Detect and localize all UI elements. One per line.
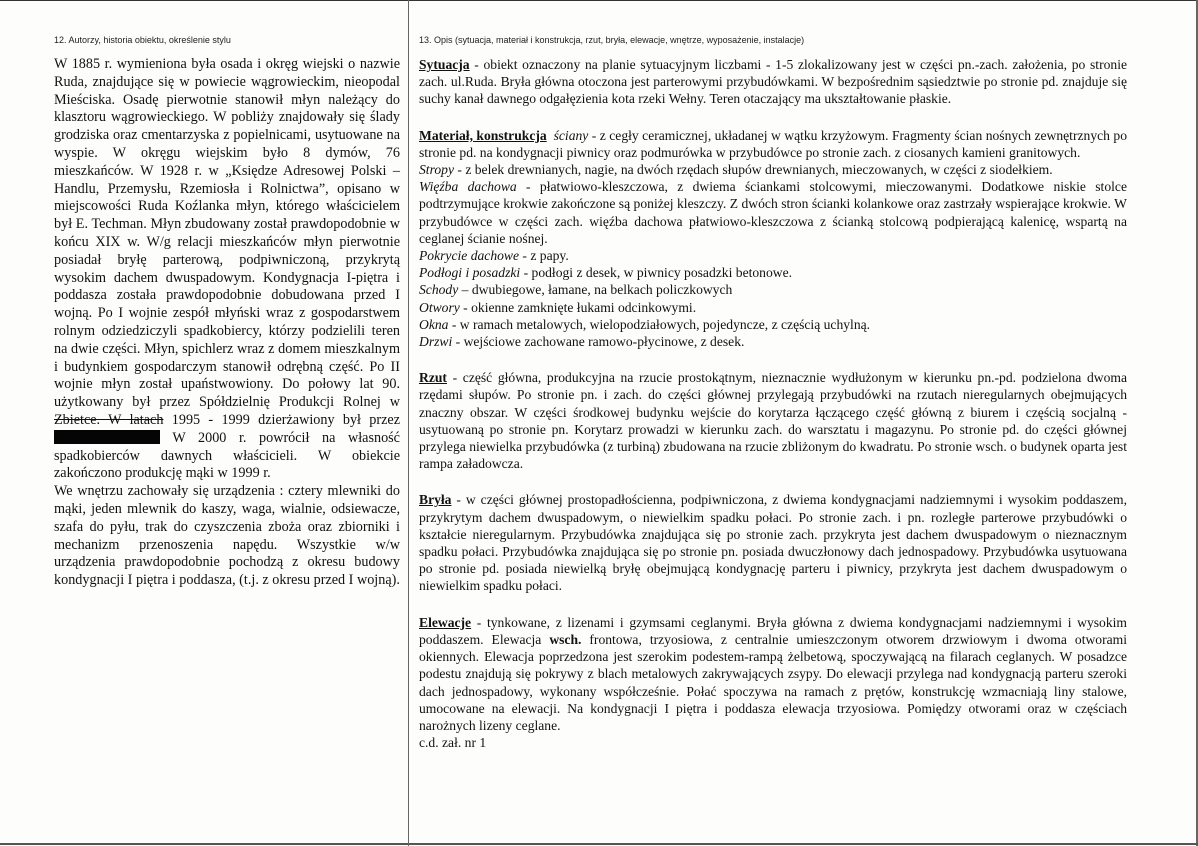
elewacje-paragraph (419, 614, 1127, 734)
sytuacja-paragraph (419, 56, 1127, 108)
okna-paragraph (419, 316, 1127, 333)
stropy-label: Stropy (419, 162, 454, 178)
redaction-block (54, 430, 160, 444)
elewacje-wsch: wsch. (549, 631, 582, 647)
sciany-text: - z cegły ceramicznej, układanej w wątku krzyżowym. Fragmenty ścian nośnych zewnętrznych po stronie pd. na kondygnacji piwnicy oraz podmurówka w przybudówce po stronie zach. z ciosanych kamieni granitowych. (419, 127, 1128, 160)
sciany-paragraph (419, 127, 1127, 161)
wiezba-text: - płatwiowo-kleszczowa, z dwiema ściankami stolcowymi, mieczowanymi. Dodatkowe niskie stolce podtrzymujące krokwie zakończone są poniżej kleszczy. Z dwóch stron ścianki kolankowe oraz zastrzały wspierające krokwie. W przybudówce w części zach. więźba dachowa płatwiowo-kleszczowa z ścianką stolcową podpierającą kalenicę, wspartą na ceglanej ścianie nośnej. (419, 179, 1127, 246)
material-block (419, 127, 1127, 351)
otwory-paragraph (419, 299, 1127, 316)
top-border (0, 0, 1198, 1)
rzut-label: Rzut (419, 370, 447, 386)
bryla-text: - w części głównej prostopadłościenna, podpiwniczona, z dwiema kondygnacjami nadziemnymi i wysokim poddaszem, przykrytym dachem dwuspadowym, o niewielkim spadku połaci. Po stronie zach. i pn. rozległe parterowe przybudówki o kształcie nieregularnym. Przybudówka znajdująca się po stronie zach. przykryta jest dachem dwuspadowym o nieznacznym spadku połaci. Przybudówka znajdująca się po stronie pn. posiada dwuczłonowy dach jednospadowy. Przybudówka usytuowana po stronie pd. posiada niewielką bryłę obejmującą kondygnację parteru i piwnicy, przykryta jest dachem dwuspadowym o niewielkim spadku połaci. (419, 492, 1127, 594)
pokrycie-text: - z papy. (519, 248, 569, 264)
elewacje-text: - tynkowane, z lizenami i gzymsami ceglanymi. Bryła główna z dwiema kondygnacjami nadziemnymi i wysokim poddaszem. Elewacja (419, 614, 1127, 647)
otwory-label: Otwory (419, 299, 460, 315)
wiezba-label: Więźba dachowa (419, 179, 517, 195)
section-12-header: 12. Autorzy, historia obiektu, określenie stylu (54, 35, 231, 45)
okna-text: - w ramach metalowych, wielopodziałowych, pojedyncze, z częścią uchylną. (448, 316, 871, 332)
history-ownership-text: W 2000 r. powrócił na własność spadkobierców dawnych właścicieli. W obiekcie zakończono produkcję mąki w 1999 r. (54, 429, 400, 482)
rzut-paragraph (419, 369, 1127, 472)
sytuacja-label: Sytuacja (419, 57, 470, 72)
description-column (419, 35, 1127, 751)
history-text: W 1885 r. wymieniona była osada i okręg wiejski o nazwie Ruda, znajdujące się w powiecie wągrowieckim, nieopodal Mieściska. Osadę pierwotnie stanowił młyn należący do klasztoru wągrowieckiego. W pobliży znajdowały się ślady grodziska oraz cmentarzyska z popielnicami, usytuowane na wyspie. W okręgu wiejskim było 8 dymów, 76 mieszkańców. W 1928 r. w „Księdze Adresowej Polski – Handlu, Przemysłu, Rzemiosła i Rolnictwa”, opisano w miejscowości Ruda Koźlanka młyn, którego właścicielem był E. Techman. Młyn zbudowany został prawdopodobnie w końcu XIX w. W/g relacji mieszkańców młyn pierwotnie posiadał bryłę parterową, podpiwniczoną, przykrytą wysokim dachem dwuspadowym. Kondygnacja I-piętra i poddasza została prawdopodobnie dobudowana przed I wojną. Po I wojnie zespół młyński wraz z gospodarstwem rolnym odziedziczyli spadkobiercy, którzy podzielili teren na dwie części. Młyn, spichlerz wraz z domem mieszkalnym i budynkiem gospodarczym stanowił odrębną część. Po II wojnie młyn został upaństwowiony. Do połowy lat 90. użytkowany był przez Spółdzielnię Produkcji Rolnej w (54, 56, 400, 411)
schody-label: Schody (419, 282, 459, 298)
bryla-paragraph (419, 491, 1127, 594)
podlogi-paragraph (419, 264, 1127, 281)
drzwi-paragraph (419, 333, 1127, 350)
wiezba-paragraph (419, 178, 1127, 247)
interior-paragraph: We wnętrzu zachowały się urządzenia : cztery mlewniki do mąki, jeden mlewnik do kaszy, waga, wialnie, odsiewacze, szafa do pyłu, trak do czyszczenia zboża oraz zbiorniki i mechanizm przenoszenia napędu. Wszystkie w/w urządzenia prawdopodobnie pochodzą z okresu budowy kondygnacji I piętra i poddasza, (t.j. z okresu przed I wojną). (54, 483, 400, 589)
history-years-text: 1995 - 1999 dzierżawiony był przez (171, 411, 401, 428)
podlogi-text: - podłogi z desek, w piwnicy posadzki betonowe. (520, 265, 793, 281)
pokrycie-paragraph (419, 247, 1127, 264)
rzut-text: - część główna, produkcyjna na rzucie prostokątnym, nieznacznie wydłużonym w kierunku pn.-pd. podzielona dwoma rzędami słupów. Po stronie pn. i zach. do części głównej przylegają przybudówki na rzutach nieregularnych obejmujących znaczny obszar. W części środkowej budynku wejście do korytarza łączącego część główną z biurem i częścią socjalną - usytuowaną po stronie pn. Korytarz prowadzi w kierunku zach. do warsztatu i magazynu. Po stronie pd. do części głównej przylega niewielka przybudówka (z turbiną) zbudowana na rzucie zbliżonym do kwadratu. Po stronie wsch. o budynek oparta jest rampa załadowcza. (419, 370, 1127, 472)
otwory-text: - okienne zamknięte łukami odcinkowymi. (459, 299, 697, 315)
drzwi-label: Drzwi (419, 334, 453, 350)
bryla-label: Bryła (419, 492, 452, 508)
elewacje-label: Elewacje (419, 614, 472, 630)
drzwi-text: - wejściowe zachowane ramowo-płycinowe, z desek. (452, 334, 745, 350)
pokrycie-label: Pokrycie dachowe (419, 248, 520, 264)
sytuacja-text: - obiekt oznaczony na planie sytuacyjnym liczbami - 1-5 zlokalizowany jest w części pn.-zach. założenia, po stronie zach. ul.Ruda. Bryła główna otoczona jest parterowymi przybudówkami. W bezpośrednim sąsiedztwie po stronie pd. znajduje się suchy kanał dawnego odgałęzienia kota rzeki Wełny. Teren otaczający ma ukształtowanie płaskie. (419, 57, 1127, 107)
bottom-border (0, 843, 1198, 845)
continued-note: c.d. zał. nr 1 (419, 735, 487, 751)
schody-paragraph (419, 281, 1127, 298)
podlogi-label: Podłogi i posadzki (419, 265, 521, 281)
schody-text: – dwubiegowe, łamane, na belkach policzkowych (458, 282, 733, 298)
okna-label: Okna (419, 316, 449, 332)
elewacje-text-cont: frontowa, trzyosiowa, z centralnie umieszczonym otworem drzwiowym i dwoma otworami okiennych. Elewacja poprzedzona jest szerokim podestem-rampą żelbetową, spoczywającą na filarach ceglanych. W posadzce podestu znajdują się pokrywy z blach metalowych zakrywających zsypy. Do elewacji przylega nad kondygnacją parteru szeroki dach jednospadowy, wykonany współcześnie. Połać spoczywa na ramach z prętów, konstrukcję wzmacniają liny stalowe, umocowane na elewacji. Na kondygnacji I piętra i poddasza elewacja trzyosiowa. Pomiędzy otworami oraz w częściach narożnych lizeny ceglane. (419, 631, 1127, 733)
history-paragraph (54, 56, 400, 483)
column-divider (408, 0, 409, 846)
history-struck-text: Zbietce. W latach (54, 411, 164, 428)
section-13-header: 13. Opis (sytuacja, materiał i konstrukcja, rzut, bryła, elewacje, wnętrze, wyposażenie, instalacje) (419, 35, 805, 45)
material-label: Materiał, konstrukcja (419, 127, 547, 143)
stropy-paragraph (419, 161, 1127, 178)
sciany-label: ściany (553, 127, 589, 143)
stropy-text: - z belek drewnianych, nagie, na dwóch rzędach słupów drewnianych, mieczowanych, w części z siodełkiem. (454, 162, 1053, 178)
history-column (54, 35, 400, 590)
